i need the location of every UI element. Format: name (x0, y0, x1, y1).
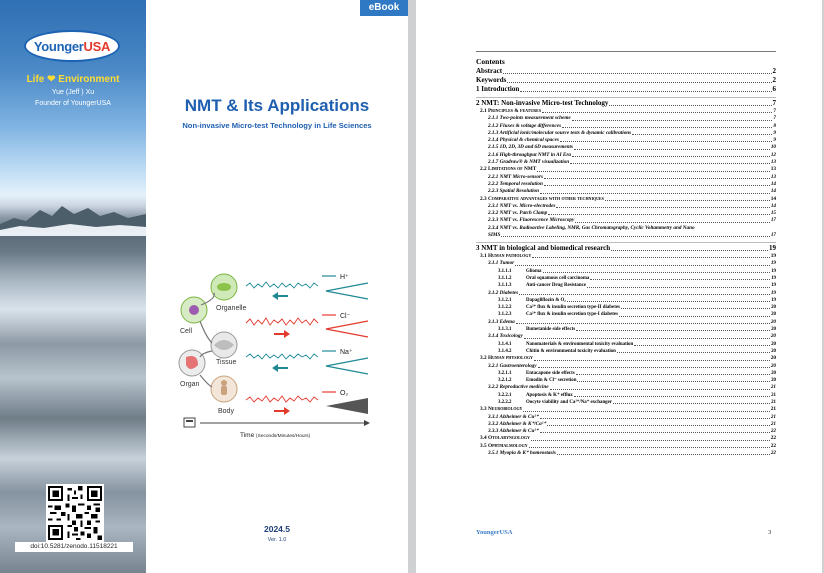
toc-entry[interactable] (476, 85, 776, 94)
toc-dot-leader (587, 287, 770, 288)
toc-entry-title: 2.3.1 NMT vs. Micro-electrodes (488, 202, 556, 209)
toc-entry-page: 22 (770, 428, 776, 435)
toc-entry-title: 2.1 Principles & features (480, 108, 542, 114)
qr-code-icon (46, 484, 104, 542)
toc-entry[interactable] (476, 333, 776, 340)
toc-entry-title: Ca²⁺ flux & insulin secretion type-II diabetes (526, 305, 620, 311)
toc-entry[interactable] (476, 341, 776, 348)
toc-entry-title: 3.3.1 Alzheimer & Cu²⁺ (488, 413, 539, 420)
toc-entry-page: 19 (770, 289, 776, 296)
toc-entry-page: 9 (773, 129, 776, 136)
toc-entry[interactable] (476, 67, 776, 76)
toc-entry-page: 19 (771, 268, 776, 274)
toc-entry-title: 2.3 Comparative advantages with other techniques (480, 195, 604, 202)
toc-entry[interactable] (476, 217, 776, 224)
toc-entry-title: 3.4 Otolaryngology (480, 435, 530, 442)
book-title: NMT & Its Applications (184, 96, 370, 115)
toc-entry-number: 3.1.1.1 (498, 268, 512, 274)
toc-entry[interactable] (476, 384, 776, 391)
toc-dot-leader (529, 447, 770, 448)
toc-entry-page: 7 (772, 99, 776, 107)
toc-entry-page: 17 (770, 217, 776, 224)
toc-entry[interactable] (476, 370, 776, 377)
toc-entry-title: 2.2.2 Temporal resolution (488, 180, 543, 187)
toc-entry[interactable] (476, 326, 776, 333)
toc-dot-leader (543, 272, 771, 273)
electrode-wedge-icon (326, 358, 368, 374)
toc-dot-leader (540, 418, 770, 419)
toc-dot-leader (567, 301, 770, 302)
toc-entry-title: 3.1.1 Tumor (488, 260, 515, 267)
toc-entry-page: 22 (770, 450, 776, 457)
toc-dot-leader (590, 279, 770, 280)
toc-entry-page: 13 (770, 166, 776, 173)
toc-entry-title: Dapagliflozin & O₂ (526, 297, 566, 303)
toc-entry-page: 19 (770, 253, 776, 260)
toc-dot-leader (540, 193, 770, 194)
book-subtitle: Non-invasive Micro-test Technology in Life Sciences (182, 121, 372, 130)
toc-dot-leader (619, 316, 770, 317)
toc-entry[interactable] (476, 414, 776, 421)
toc-dot-leader (577, 381, 770, 382)
toc-dot-leader (605, 200, 770, 201)
toc-dot-leader (544, 178, 770, 179)
toc-entry[interactable] (476, 210, 776, 217)
flux-trace-o2 (246, 396, 318, 402)
toc-dot-leader (547, 425, 770, 426)
toc-entry-title: 2.1.4 Physical & chemical spaces (488, 137, 559, 144)
toc-entry-title: 2 NMT: Non-invasive Micro-test Technology (476, 99, 609, 107)
flux-trace-cl (246, 318, 318, 325)
toc-entry-title: Glioma (526, 268, 542, 274)
toc-entry[interactable] (476, 428, 776, 435)
nmt-concept-diagram (176, 265, 396, 445)
toc-entry-page: 20 (771, 341, 776, 347)
toc-entry-page: 20 (771, 348, 776, 354)
cover-tagline: Life ❤ Environment (26, 74, 120, 85)
toc-entry-page: 10 (770, 144, 776, 151)
toc-entry-page: 19 (771, 297, 776, 303)
toc-entry[interactable] (476, 137, 776, 144)
flux-trace-na (246, 354, 318, 359)
toc-dot-leader (532, 257, 769, 258)
toc-entry-title: Bumetanide side effects (526, 327, 576, 333)
toc-list (476, 67, 776, 457)
toc-entry-title: 3.1.3 Edema (488, 318, 515, 325)
toc-entry-title: 2.3.3 NMT vs. Fluorescence Microscopy (488, 217, 575, 224)
toc-entry-number: 3.1.2.3 (498, 312, 512, 318)
toc-dot-leader (611, 250, 768, 251)
svg-text:H⁺: H⁺ (340, 274, 349, 281)
toc-entry-page: 14 (770, 180, 776, 187)
ion-legend-h (322, 274, 349, 281)
toc-entry-title: 3.5 Ophthalmology (480, 442, 528, 449)
toc-dot-leader (519, 294, 770, 295)
toc-entry-page: 20 (770, 362, 776, 369)
footer-brand: YoungerUSA (476, 529, 513, 536)
time-axis-arrow-icon (364, 420, 370, 426)
toc-dot-leader (613, 403, 770, 404)
toc-entry-number: 3.2.2.1 (498, 392, 512, 398)
toc-entry-page: 22 (770, 442, 776, 449)
toc-entry[interactable] (476, 123, 776, 130)
toc-entry-title: Anti-cancer Drug Resistance (526, 283, 586, 289)
toc-entry-number: 3.2.1.2 (498, 378, 512, 384)
toc-entry-page: 12 (770, 151, 776, 158)
toc-entry-page: 21 (771, 399, 776, 405)
toc-entry-title: 3 NMT in biological and biomedical research (476, 244, 611, 253)
toc-entry-title: 2.1.5 1D, 2D, 3D and 6D measurements (488, 144, 574, 151)
electrode-wedge-icon (326, 283, 368, 299)
toc-entry-page: 7 (773, 115, 776, 122)
toc-entry[interactable] (476, 188, 776, 195)
toc-entry-page: 17 (770, 232, 776, 239)
toc-entry-page: 22 (770, 435, 776, 442)
toc-entry-page: 7 (773, 108, 776, 114)
toc-entry-page: 2 (772, 76, 776, 84)
toc-entry-title: 3.1 Human pathology (480, 253, 532, 260)
toc-entry[interactable] (476, 297, 776, 304)
toc-dot-leader (542, 112, 772, 113)
efflux-arrow-icon (272, 292, 288, 300)
toc-entry-page: 19 (770, 260, 776, 267)
toc-entry[interactable] (476, 144, 776, 151)
toc-entry-title: 3.1.2 Diabetes (488, 289, 519, 296)
toc-entry-title: 2.1.2 Fluxes & voltage differences (488, 122, 562, 129)
toc-dot-leader (531, 440, 770, 441)
toc-dot-leader (562, 127, 772, 128)
toc-dot-leader (550, 389, 770, 390)
toc-dot-leader (609, 105, 771, 106)
toc-dot-leader (574, 149, 770, 150)
toc-entry[interactable] (476, 435, 776, 442)
toc-entry-title: Oral squamous cell carcinoma (526, 275, 590, 281)
toc-entry-title: 2.1.3 Artificial ionic/molecular source tests & dynamic calibrations (488, 129, 632, 136)
svg-text:Na⁺: Na⁺ (340, 349, 353, 356)
toc-dot-leader (560, 141, 773, 142)
toc-entry[interactable] (476, 392, 776, 399)
toc-entry-number: 3.1.1.3 (498, 283, 512, 289)
toc-entry[interactable] (476, 159, 776, 166)
toc-entry[interactable] (476, 225, 776, 232)
toc-entry-title: 3.3.2 Alzheimer & K⁺/Ca²⁺ (488, 420, 546, 427)
toc-entry-title: 2.3.4 NMT vs. Radioactive Labeling, NMR, Gas Chromatography, Cyclic Voltammetry and Nano (488, 224, 695, 231)
electrode-wedge-icon (326, 398, 368, 414)
toc-entry-title: 3.2.1 Gastroenterology (488, 362, 537, 369)
toc-entry[interactable] (476, 181, 776, 188)
toc-dot-leader (515, 265, 770, 266)
toc-dot-leader (516, 323, 770, 324)
toc-dot-leader (621, 308, 770, 309)
publication-date: 2024.5 (264, 524, 290, 534)
toc-entry-title: 3.2.2 Reproductive medicine (488, 384, 549, 391)
toc-entry-page: 20 (770, 318, 776, 325)
toc-entry[interactable] (476, 406, 776, 413)
toc-entry-title: 2.2.1 NMT Micro-sensors (488, 173, 544, 180)
toc-entry-number: 3.1.2.2 (498, 305, 512, 311)
toc-dot-leader (617, 352, 770, 353)
level-label-tissue: Tissue (216, 359, 237, 366)
toc-entry-number: 3.1.4.2 (498, 348, 512, 354)
toc-entry[interactable] (476, 348, 776, 355)
toc-entry-page: 19 (769, 244, 776, 253)
cover-author: Yue (Jeff ) Xu (51, 89, 95, 96)
toc-dot-leader (538, 367, 770, 368)
toc-entry-page: 20 (771, 370, 776, 376)
toc-entry-page: 21 (771, 392, 776, 398)
toc-entry-title: Nanomaterials & environmental toxicity evaluation (526, 341, 634, 347)
table-of-contents (476, 57, 776, 457)
toc-dot-leader (556, 207, 769, 208)
ion-legend-o2 (322, 390, 348, 397)
toc-entry[interactable] (476, 152, 776, 159)
contents-heading: Contents (476, 57, 505, 66)
svg-text:O₂: O₂ (340, 390, 349, 397)
toc-entry[interactable] (476, 443, 776, 450)
ion-legend-cl (322, 313, 351, 320)
toc-entry[interactable] (476, 319, 776, 326)
toc-entry[interactable] (476, 304, 776, 311)
toc-entry-title: Abstract (476, 67, 503, 75)
toc-entry[interactable] (476, 363, 776, 370)
toc-dot-leader (634, 345, 770, 346)
level-label-cell: Cell (180, 328, 193, 335)
toc-entry-page: 21 (770, 420, 776, 427)
cover-spine-landscape-photo (0, 0, 146, 573)
toc-entry-page: 15 (770, 210, 776, 217)
toc-entry[interactable] (476, 174, 776, 181)
toc-entry-title: 3.3.3 Alzheimer & Cu²⁺ (488, 428, 539, 435)
toc-entry-title: Apoptosis & K⁺ efflux (526, 392, 573, 398)
toc-entry-title: 3.5.1 Myopia & K⁺ homeostasis (488, 450, 556, 457)
toc-entry-page: 19 (771, 275, 776, 281)
cover-author-role: Founder of YoungerUSA (35, 100, 111, 107)
toc-entry[interactable] (476, 311, 776, 318)
toc-entry-page: 14 (770, 188, 776, 195)
toc-entry[interactable] (476, 108, 776, 115)
toc-dot-leader (544, 185, 770, 186)
contents-page (416, 0, 822, 573)
toc-dot-leader (574, 396, 770, 397)
toc-dot-leader (575, 222, 770, 223)
toc-entry[interactable] (476, 260, 776, 267)
toc-entry-title: Ca²⁺ flux & insulin secretion type-I diabetes (526, 312, 618, 318)
toc-dot-leader (570, 163, 770, 164)
doi-label: doi:10.5281/zenodo.11518221 (15, 542, 133, 552)
toc-dot-leader (572, 120, 773, 121)
toc-dot-leader (523, 411, 769, 412)
toc-entry-title: Keywords (476, 76, 507, 84)
toc-entry[interactable] (476, 268, 776, 275)
toc-entry-title: 2.3.2 NMT vs. Patch Clamp (488, 210, 548, 217)
toc-entry-page: 2 (772, 67, 776, 75)
toc-entry[interactable] (476, 377, 776, 384)
toc-dot-leader (534, 360, 770, 361)
toc-entry-page: 21 (770, 384, 776, 391)
svg-text:Cl⁻: Cl⁻ (340, 313, 351, 320)
mountain-silhouette (0, 196, 146, 236)
toc-entry-title: 3.2 Human physiology (480, 355, 533, 362)
toc-entry-number: 3.1.3.1 (498, 327, 512, 333)
level-label-organ: Organ (180, 381, 200, 388)
toc-dot-leader (572, 156, 770, 157)
toc-entry-title: 2.2 Limitations of NMT (480, 166, 537, 173)
toc-entry-page: 20 (770, 355, 776, 362)
toc-entry-page: 8 (773, 122, 776, 129)
toc-entry-title: 2.2.3 Spatial Resolution (488, 188, 540, 195)
toc-entry-page: 13 (770, 159, 776, 166)
toc-dot-leader (524, 338, 770, 339)
toc-entry-title: 2.1.7 Gradraw® & NMT visualization (488, 159, 570, 166)
influx-arrow-icon (274, 330, 290, 338)
toc-entry-number: 3.1.1.2 (498, 275, 512, 281)
toc-entry-title: SIMS (488, 232, 501, 239)
toc-entry-page: 20 (771, 312, 776, 318)
toc-dot-leader (576, 330, 770, 331)
ebook-badge: eBook (360, 0, 408, 16)
toc-entry[interactable] (476, 242, 776, 253)
toc-entry-title: Entacapone side effects (526, 370, 575, 376)
toc-entry-page: 20 (771, 305, 776, 311)
toc-entry-title: 2.1.6 High-throughput NMT in AI Era (488, 151, 571, 158)
toc-entry-page: 6 (772, 85, 776, 93)
toc-entry-title: 1 Introduction (476, 85, 520, 93)
toc-entry[interactable] (476, 166, 776, 173)
toc-entry[interactable] (476, 450, 776, 457)
toc-entry[interactable] (476, 203, 776, 210)
toc-entry[interactable] (476, 355, 776, 362)
ebook-cover-page (0, 0, 408, 573)
ion-legend-na (322, 349, 353, 356)
toc-dot-leader (503, 73, 771, 74)
toc-dot-leader (548, 214, 770, 215)
toc-entry-page: 20 (770, 333, 776, 340)
footer-page-number: 3 (768, 529, 772, 536)
toc-entry-title: 3.1.4 Toxicology (488, 333, 523, 340)
toc-dot-leader (507, 82, 771, 83)
toc-entry[interactable] (476, 399, 776, 406)
toc-entry-title: Oocyte viability and Ca²⁺/Na⁺ exchanger (526, 399, 612, 405)
toc-dot-leader (501, 236, 769, 237)
toc-entry[interactable] (476, 196, 776, 203)
toc-entry[interactable] (476, 282, 776, 289)
time-axis-label: Time (Seconds/Minutes/Hours) (240, 432, 311, 439)
youngerusa-logo: YoungerUSA (24, 30, 120, 62)
toc-dot-leader (576, 374, 770, 375)
electrode-wedge-icon (326, 321, 368, 337)
toc-entry-page: 19 (771, 283, 776, 289)
toc-entry[interactable] (476, 421, 776, 428)
level-label-body: Body (218, 408, 234, 415)
toc-entry-number: 3.1.2.1 (498, 297, 512, 303)
toc-entry-title: Emodin & Cl⁻ secretion (526, 378, 577, 384)
toc-dot-leader (540, 432, 770, 433)
toc-entry[interactable] (476, 275, 776, 282)
toc-entry-number: 3.1.4.1 (498, 341, 512, 347)
toc-entry[interactable] (476, 97, 776, 108)
influx-arrow-icon (274, 407, 290, 415)
toc-dot-leader (632, 134, 772, 135)
toc-entry-page: 14 (770, 202, 776, 209)
toc-entry-page: 13 (770, 173, 776, 180)
toc-entry-title: 2.1.1 Two-points measurement scheme (488, 115, 571, 122)
toc-entry-page: 20 (771, 327, 776, 333)
toc-entry[interactable] (476, 115, 776, 122)
level-label-organelle: Organelle (216, 305, 247, 312)
scanner-icon (184, 418, 195, 427)
toc-entry[interactable] (476, 290, 776, 297)
efflux-arrow-icon (272, 364, 288, 372)
toc-entry-page: 20 (771, 378, 776, 384)
toc-entry-title: 3.3 Neurobiology (480, 406, 523, 413)
toc-entry-page: 9 (773, 137, 776, 144)
toc-entry-title: Chitin & environmental toxicity evaluation (526, 348, 616, 354)
toc-entry[interactable] (476, 232, 776, 239)
toc-entry[interactable] (476, 253, 776, 260)
toc-entry-number: 3.2.2.2 (498, 399, 512, 405)
toc-entry[interactable] (476, 130, 776, 137)
toc-dot-leader (557, 454, 770, 455)
header-rule (476, 51, 776, 52)
toc-dot-leader (537, 171, 769, 172)
toc-entry-page: 21 (770, 413, 776, 420)
toc-entry-number: 3.2.1.1 (498, 370, 512, 376)
flux-trace-h (246, 282, 318, 288)
toc-entry[interactable] (476, 76, 776, 85)
toc-dot-leader (520, 91, 771, 92)
version-label: Ver. 1.0 (267, 537, 287, 543)
toc-entry-page: 14 (770, 195, 776, 202)
toc-entry-page: 21 (770, 406, 776, 413)
